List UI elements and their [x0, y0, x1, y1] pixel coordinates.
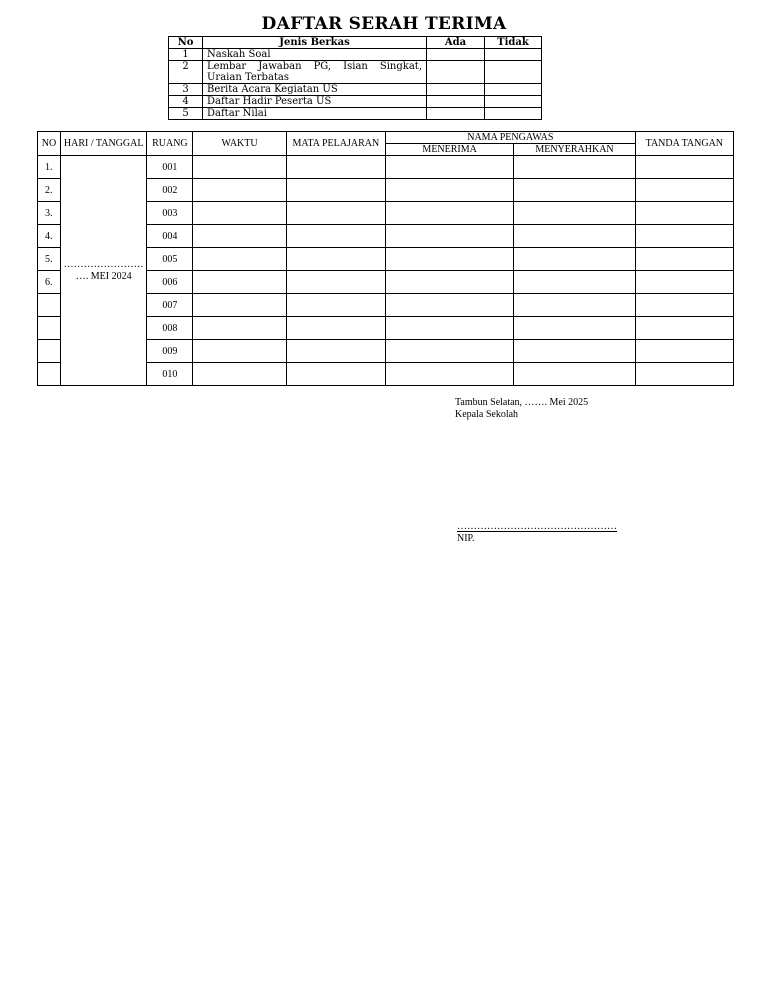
signature-place-date: Tambun Selatan, ……. Mei 2025: [455, 397, 589, 408]
tanda-tangan-cell[interactable]: [635, 294, 733, 317]
header-menyerahkan: MENYERAHKAN: [514, 144, 635, 156]
handover-table: [37, 131, 734, 386]
ruang-cell: 005: [147, 248, 193, 271]
page-title: DAFTAR SERAH TERIMA: [261, 14, 507, 34]
row-no: 2.: [38, 179, 61, 202]
tanda-tangan-cell[interactable]: [635, 202, 733, 225]
checklist-tidak-cell[interactable]: [485, 108, 542, 120]
menyerahkan-cell[interactable]: [514, 363, 635, 386]
document-checklist-table: [168, 36, 542, 120]
ruang-cell: 007: [147, 294, 193, 317]
table-row: [38, 156, 734, 179]
checklist-row: [169, 61, 542, 84]
signature-heading-block: [455, 397, 588, 421]
header-tanda-tangan: TANDA TANGAN: [635, 132, 733, 156]
checklist-row-no: 3: [169, 84, 203, 96]
mata-pelajaran-cell[interactable]: [286, 179, 385, 202]
row-no: [38, 317, 61, 340]
menerima-cell[interactable]: [385, 363, 513, 386]
checklist-row-no: 1: [169, 49, 203, 61]
ruang-cell: 008: [147, 317, 193, 340]
checklist-row: [169, 108, 542, 120]
menerima-cell[interactable]: [385, 271, 513, 294]
checklist-ada-cell[interactable]: [427, 96, 485, 108]
menerima-cell[interactable]: [385, 225, 513, 248]
tanda-tangan-cell[interactable]: [635, 340, 733, 363]
ruang-cell: 003: [147, 202, 193, 225]
waktu-cell[interactable]: [193, 340, 286, 363]
waktu-cell[interactable]: [193, 294, 286, 317]
checklist-row-no: 5: [169, 108, 203, 120]
waktu-cell[interactable]: [193, 248, 286, 271]
tanda-tangan-cell[interactable]: [635, 363, 733, 386]
tanda-tangan-cell[interactable]: [635, 271, 733, 294]
menerima-cell[interactable]: [385, 294, 513, 317]
mata-pelajaran-cell[interactable]: [286, 202, 385, 225]
checklist-ada-cell[interactable]: [427, 84, 485, 96]
row-no: 4.: [38, 225, 61, 248]
mata-pelajaran-cell[interactable]: [286, 156, 385, 179]
waktu-cell[interactable]: [193, 271, 286, 294]
waktu-cell[interactable]: [193, 363, 286, 386]
row-no: 5.: [38, 248, 61, 271]
mata-pelajaran-cell[interactable]: [286, 248, 385, 271]
ruang-cell: 009: [147, 340, 193, 363]
ruang-cell: 010: [147, 363, 193, 386]
waktu-cell[interactable]: [193, 179, 286, 202]
checklist-row-no: 4: [169, 96, 203, 108]
checklist-ada-cell[interactable]: [427, 61, 485, 84]
ruang-cell: 004: [147, 225, 193, 248]
checklist-header-row: [169, 37, 542, 49]
row-no: 6.: [38, 271, 61, 294]
menyerahkan-cell[interactable]: [514, 156, 635, 179]
checklist-row-name: Daftar Hadir Peserta US: [203, 96, 427, 108]
mata-pelajaran-cell[interactable]: [286, 271, 385, 294]
waktu-cell[interactable]: [193, 225, 286, 248]
checklist-row: [169, 96, 542, 108]
checklist-tidak-cell[interactable]: [485, 61, 542, 84]
signature-name-block: [457, 521, 617, 545]
header-waktu: WAKTU: [193, 132, 286, 156]
menerima-cell[interactable]: [385, 156, 513, 179]
menerima-cell[interactable]: [385, 317, 513, 340]
checklist-row-name: Berita Acara Kegiatan US: [203, 84, 427, 96]
menerima-cell[interactable]: [385, 340, 513, 363]
row-no: 3.: [38, 202, 61, 225]
header-no: NO: [38, 132, 61, 156]
checklist-header-jenis: Jenis Berkas: [203, 37, 427, 49]
row-no: 1.: [38, 156, 61, 179]
tanda-tangan-cell[interactable]: [635, 317, 733, 340]
waktu-cell[interactable]: [193, 202, 286, 225]
signature-name-line[interactable]: …………………………………………: [457, 521, 617, 532]
checklist-tidak-cell[interactable]: [485, 96, 542, 108]
header-menerima: MENERIMA: [385, 144, 513, 156]
header-ruang: RUANG: [147, 132, 193, 156]
mata-pelajaran-cell[interactable]: [286, 294, 385, 317]
menyerahkan-cell[interactable]: [514, 317, 635, 340]
tanda-tangan-cell[interactable]: [635, 156, 733, 179]
mata-pelajaran-cell[interactable]: [286, 317, 385, 340]
row-no: [38, 340, 61, 363]
checklist-ada-cell[interactable]: [427, 49, 485, 61]
waktu-cell[interactable]: [193, 156, 286, 179]
header-mata-pelajaran: MATA PELAJARAN: [286, 132, 385, 156]
row-no: [38, 294, 61, 317]
menyerahkan-cell[interactable]: [514, 248, 635, 271]
checklist-row-name: Lembar Jawaban PG, Isian Singkat, Uraian Terbatas: [203, 61, 427, 84]
waktu-cell[interactable]: [193, 317, 286, 340]
menyerahkan-cell[interactable]: [514, 225, 635, 248]
ruang-cell: 001: [147, 156, 193, 179]
ruang-cell: 006: [147, 271, 193, 294]
checklist-row: [169, 49, 542, 61]
tanda-tangan-cell[interactable]: [635, 225, 733, 248]
mata-pelajaran-cell[interactable]: [286, 225, 385, 248]
menyerahkan-cell[interactable]: [514, 340, 635, 363]
checklist-tidak-cell[interactable]: [485, 84, 542, 96]
date-dots: ……………………: [63, 258, 144, 270]
date-cell[interactable]: [61, 156, 147, 386]
checklist-tidak-cell[interactable]: [485, 49, 542, 61]
checklist-row: [169, 84, 542, 96]
menyerahkan-cell[interactable]: [514, 294, 635, 317]
checklist-header-tidak: Tidak: [485, 37, 542, 49]
tanda-tangan-cell[interactable]: [635, 248, 733, 271]
menyerahkan-cell[interactable]: [514, 179, 635, 202]
menerima-cell[interactable]: [385, 179, 513, 202]
header-hari-tanggal: HARI / TANGGAL: [61, 132, 147, 156]
checklist-row-name: Daftar Nilai: [203, 108, 427, 120]
main-header-row: [38, 132, 734, 144]
menerima-cell[interactable]: [385, 248, 513, 271]
menyerahkan-cell[interactable]: [514, 202, 635, 225]
checklist-header-ada: Ada: [427, 37, 485, 49]
date-text: …. MEI 2024: [75, 270, 132, 282]
menerima-cell[interactable]: [385, 202, 513, 225]
checklist-header-no: No: [169, 37, 203, 49]
checklist-row-name: Naskah Soal: [203, 49, 427, 61]
row-no: [38, 363, 61, 386]
menyerahkan-cell[interactable]: [514, 271, 635, 294]
checklist-ada-cell[interactable]: [427, 108, 485, 120]
mata-pelajaran-cell[interactable]: [286, 340, 385, 363]
mata-pelajaran-cell[interactable]: [286, 363, 385, 386]
signature-nip: NIP.: [457, 533, 475, 544]
ruang-cell: 002: [147, 179, 193, 202]
tanda-tangan-cell[interactable]: [635, 179, 733, 202]
checklist-row-no: 2: [169, 61, 203, 84]
header-nama-pengawas: NAMA PENGAWAS: [385, 132, 635, 144]
signature-role: Kepala Sekolah: [455, 409, 519, 420]
